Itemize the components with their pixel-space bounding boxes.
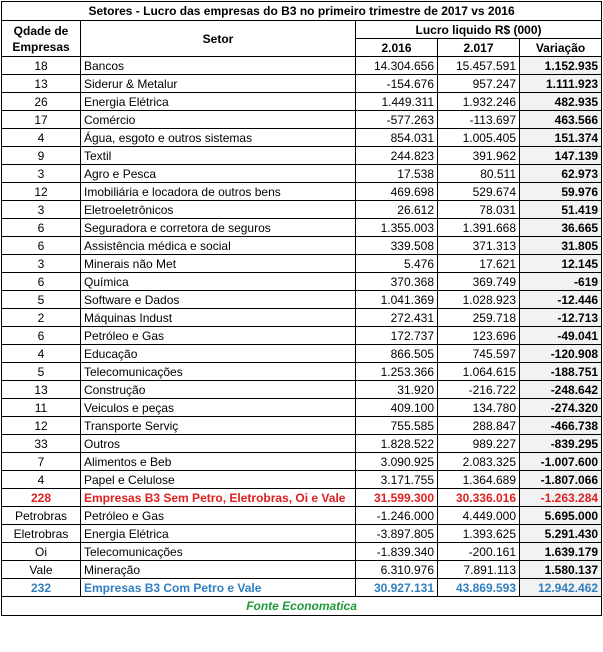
- row-count: 5: [2, 363, 81, 381]
- row-count: 5: [2, 291, 81, 309]
- row-value-2017: 134.780: [438, 399, 520, 417]
- row-value-2016: -154.676: [356, 75, 438, 93]
- row-value-2016: 172.737: [356, 327, 438, 345]
- total-without-label: Empresas B3 Sem Petro, Eletrobras, Oi e Vale: [81, 489, 356, 507]
- row-value-2016: 244.823: [356, 147, 438, 165]
- row-value-2016: 1.828.522: [356, 435, 438, 453]
- row-count: 7: [2, 453, 81, 471]
- row-value-2017: 7.891.113: [438, 561, 520, 579]
- total-with-label: Empresas B3 Com Petro e Vale: [81, 579, 356, 597]
- row-count: 18: [2, 57, 81, 75]
- total-without-variation: -1.263.284: [520, 489, 602, 507]
- company-row: [2, 525, 602, 543]
- row-count: 6: [2, 273, 81, 291]
- row-count: 13: [2, 75, 81, 93]
- row-value-2017: -200.161: [438, 543, 520, 561]
- total-without-2017: 30.336.016: [438, 489, 520, 507]
- table-row: [2, 399, 602, 417]
- row-value-2016: 370.368: [356, 273, 438, 291]
- row-value-2017: 989.227: [438, 435, 520, 453]
- total-without-row: [2, 489, 602, 507]
- row-variation: 1.639.179: [520, 543, 602, 561]
- row-value-2016: -1.839.340: [356, 543, 438, 561]
- row-sector: Máquinas Indust: [81, 309, 356, 327]
- row-value-2017: 4.449.000: [438, 507, 520, 525]
- row-sector: Construção: [81, 381, 356, 399]
- company-row: [2, 543, 602, 561]
- table-row: [2, 453, 602, 471]
- table-row: [2, 111, 602, 129]
- row-count: 11: [2, 399, 81, 417]
- table-row: [2, 93, 602, 111]
- row-value-2016: 31.920: [356, 381, 438, 399]
- row-sector: Textil: [81, 147, 356, 165]
- row-value-2017: 1.932.246: [438, 93, 520, 111]
- row-sector: Petróleo e Gas: [81, 507, 356, 525]
- row-sector: Telecomunicações: [81, 363, 356, 381]
- row-value-2016: 1.253.366: [356, 363, 438, 381]
- table-row: [2, 219, 602, 237]
- row-value-2017: -216.722: [438, 381, 520, 399]
- row-variation: -274.320: [520, 399, 602, 417]
- company-row: [2, 561, 602, 579]
- row-variation: 463.566: [520, 111, 602, 129]
- table-row: [2, 381, 602, 399]
- row-sector: Mineração: [81, 561, 356, 579]
- row-value-2016: 6.310.976: [356, 561, 438, 579]
- header-profit: Lucro liquido R$ (000): [356, 21, 602, 39]
- row-count: Eletrobras: [2, 525, 81, 543]
- row-sector: Energia Elétrica: [81, 525, 356, 543]
- row-variation: -188.751: [520, 363, 602, 381]
- row-value-2016: 1.355.003: [356, 219, 438, 237]
- total-with-2017: 43.869.593: [438, 579, 520, 597]
- row-sector: Agro e Pesca: [81, 165, 356, 183]
- row-value-2017: 288.847: [438, 417, 520, 435]
- row-value-2016: 26.612: [356, 201, 438, 219]
- header-2016: 2.016: [356, 39, 438, 57]
- table-row: [2, 273, 602, 291]
- row-value-2017: 2.083.325: [438, 453, 520, 471]
- row-value-2016: -3.897.805: [356, 525, 438, 543]
- row-value-2016: 1.449.311: [356, 93, 438, 111]
- row-sector: Minerais não Met: [81, 255, 356, 273]
- row-sector: Química: [81, 273, 356, 291]
- row-variation: -49.041: [520, 327, 602, 345]
- row-variation: 5.695.000: [520, 507, 602, 525]
- sector-rows: [2, 57, 602, 489]
- row-sector: Siderur & Metalur: [81, 75, 356, 93]
- row-value-2017: 371.313: [438, 237, 520, 255]
- row-variation: 151.374: [520, 129, 602, 147]
- row-value-2016: 755.585: [356, 417, 438, 435]
- row-value-2016: 3.090.925: [356, 453, 438, 471]
- row-value-2017: 123.696: [438, 327, 520, 345]
- row-variation: -12.713: [520, 309, 602, 327]
- total-with-count: 232: [2, 579, 81, 597]
- row-value-2017: 745.597: [438, 345, 520, 363]
- row-value-2016: 866.505: [356, 345, 438, 363]
- company-row: [2, 507, 602, 525]
- row-sector: Energia Elétrica: [81, 93, 356, 111]
- row-variation: -12.446: [520, 291, 602, 309]
- row-value-2016: 272.431: [356, 309, 438, 327]
- row-value-2016: 5.476: [356, 255, 438, 273]
- row-value-2017: 15.457.591: [438, 57, 520, 75]
- row-value-2016: 409.100: [356, 399, 438, 417]
- row-value-2017: 1.028.923: [438, 291, 520, 309]
- row-variation: 51.419: [520, 201, 602, 219]
- row-count: 12: [2, 183, 81, 201]
- row-value-2017: 1.391.668: [438, 219, 520, 237]
- row-value-2016: 1.041.369: [356, 291, 438, 309]
- table-row: [2, 147, 602, 165]
- row-value-2017: -113.697: [438, 111, 520, 129]
- row-count: 13: [2, 381, 81, 399]
- table-row: [2, 165, 602, 183]
- table-row: [2, 291, 602, 309]
- row-count: 6: [2, 237, 81, 255]
- table-row: [2, 435, 602, 453]
- table-row: [2, 129, 602, 147]
- row-variation: -120.908: [520, 345, 602, 363]
- total-without-count: 228: [2, 489, 81, 507]
- row-sector: Alimentos e Beb: [81, 453, 356, 471]
- row-value-2017: 1.005.405: [438, 129, 520, 147]
- row-variation: 1.580.137: [520, 561, 602, 579]
- row-value-2016: 469.698: [356, 183, 438, 201]
- table-row: [2, 309, 602, 327]
- header-sector: Setor: [81, 21, 356, 57]
- row-value-2017: 1.064.615: [438, 363, 520, 381]
- table-row: [2, 327, 602, 345]
- row-value-2016: 14.304.656: [356, 57, 438, 75]
- row-sector: Software e Dados: [81, 291, 356, 309]
- row-count: 3: [2, 165, 81, 183]
- row-variation: 59.976: [520, 183, 602, 201]
- row-variation: -1.007.600: [520, 453, 602, 471]
- header-2017: 2.017: [438, 39, 520, 57]
- row-sector: Bancos: [81, 57, 356, 75]
- row-count: 6: [2, 327, 81, 345]
- row-value-2017: 391.962: [438, 147, 520, 165]
- row-variation: 1.152.935: [520, 57, 602, 75]
- total-with-variation: 12.942.462: [520, 579, 602, 597]
- row-sector: Papel e Celulose: [81, 471, 356, 489]
- row-sector: Imobiliária e locadora de outros bens: [81, 183, 356, 201]
- row-value-2017: 529.674: [438, 183, 520, 201]
- row-value-2016: 3.171.755: [356, 471, 438, 489]
- row-sector: Transporte Serviç: [81, 417, 356, 435]
- source-note: Fonte Economatica: [2, 597, 602, 616]
- row-sector: Petróleo e Gas: [81, 327, 356, 345]
- row-count: 17: [2, 111, 81, 129]
- row-count: 33: [2, 435, 81, 453]
- row-value-2016: -577.263: [356, 111, 438, 129]
- table-row: [2, 417, 602, 435]
- total-with-2016: 30.927.131: [356, 579, 438, 597]
- row-value-2016: 854.031: [356, 129, 438, 147]
- row-variation: 36.665: [520, 219, 602, 237]
- row-count: 4: [2, 345, 81, 363]
- row-count: 12: [2, 417, 81, 435]
- table-title: Setores - Lucro das empresas do B3 no primeiro trimestre de 2017 vs 2016: [2, 2, 602, 21]
- table-row: [2, 471, 602, 489]
- row-variation: -248.642: [520, 381, 602, 399]
- row-sector: Telecomunicações: [81, 543, 356, 561]
- row-variation: 12.145: [520, 255, 602, 273]
- total-with-row: [2, 579, 602, 597]
- table-row: [2, 255, 602, 273]
- row-count: Petrobras: [2, 507, 81, 525]
- row-value-2017: 957.247: [438, 75, 520, 93]
- row-sector: Seguradora e corretora de seguros: [81, 219, 356, 237]
- row-sector: Eletroeletrônicos: [81, 201, 356, 219]
- row-variation: -839.295: [520, 435, 602, 453]
- row-count: 6: [2, 219, 81, 237]
- company-rows: [2, 507, 602, 579]
- row-count: Vale: [2, 561, 81, 579]
- table-row: [2, 237, 602, 255]
- row-count: 9: [2, 147, 81, 165]
- table-row: [2, 363, 602, 381]
- table-row: [2, 57, 602, 75]
- row-variation: 1.111.923: [520, 75, 602, 93]
- row-sector: Água, esgoto e outros sistemas: [81, 129, 356, 147]
- row-sector: Veiculos e peças: [81, 399, 356, 417]
- row-sector: Outros: [81, 435, 356, 453]
- row-count: 4: [2, 129, 81, 147]
- row-variation: -619: [520, 273, 602, 291]
- row-count: 4: [2, 471, 81, 489]
- row-value-2016: -1.246.000: [356, 507, 438, 525]
- row-value-2016: 339.508: [356, 237, 438, 255]
- header-qty: Qdade de Empresas: [2, 21, 81, 57]
- row-count: 3: [2, 201, 81, 219]
- row-variation: -1.807.066: [520, 471, 602, 489]
- row-variation: 5.291.430: [520, 525, 602, 543]
- row-count: Oi: [2, 543, 81, 561]
- table-row: [2, 75, 602, 93]
- row-variation: 62.973: [520, 165, 602, 183]
- row-value-2017: 369.749: [438, 273, 520, 291]
- profit-table: [1, 1, 602, 616]
- row-sector: Assistência médica e social: [81, 237, 356, 255]
- row-sector: Comércio: [81, 111, 356, 129]
- row-value-2017: 80.511: [438, 165, 520, 183]
- row-count: 2: [2, 309, 81, 327]
- row-variation: 31.805: [520, 237, 602, 255]
- total-without-2016: 31.599.300: [356, 489, 438, 507]
- row-value-2017: 1.393.625: [438, 525, 520, 543]
- row-count: 3: [2, 255, 81, 273]
- table-row: [2, 345, 602, 363]
- row-count: 26: [2, 93, 81, 111]
- row-value-2017: 1.364.689: [438, 471, 520, 489]
- row-sector: Educação: [81, 345, 356, 363]
- row-variation: -466.738: [520, 417, 602, 435]
- row-variation: 147.139: [520, 147, 602, 165]
- row-value-2017: 78.031: [438, 201, 520, 219]
- row-variation: 482.935: [520, 93, 602, 111]
- row-value-2017: 259.718: [438, 309, 520, 327]
- header-variation: Variação: [520, 39, 602, 57]
- table-row: [2, 201, 602, 219]
- table-row: [2, 183, 602, 201]
- row-value-2016: 17.538: [356, 165, 438, 183]
- row-value-2017: 17.621: [438, 255, 520, 273]
